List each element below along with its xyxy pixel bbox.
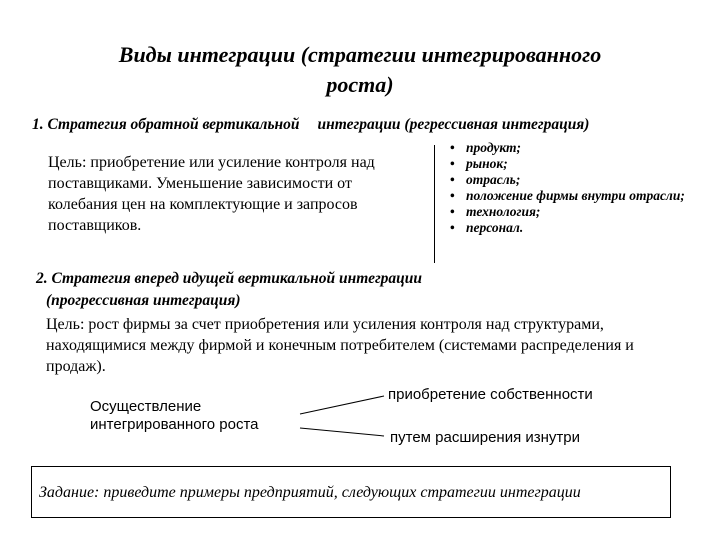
connector-line-lower: [300, 428, 384, 436]
connector-line-upper: [300, 396, 384, 414]
implementation-option-2: путем расширения изнутри: [390, 429, 581, 446]
list-item: • персонал.: [450, 220, 690, 236]
task-text: Задание: приведите примеры предприятий, следующих стратегии интеграции: [39, 484, 581, 501]
strategy2-heading: [36, 268, 696, 312]
list-item: • технология;: [450, 204, 690, 220]
implementation-option-1: приобретение собственности: [388, 386, 593, 403]
slide-title: [60, 40, 660, 100]
strategy1-bullet-list: [450, 140, 690, 236]
strategy2-heading-line2: (прогрессивная интеграция): [46, 292, 241, 309]
list-item: • положение фирмы внутри отрасли;: [450, 188, 690, 204]
strategy1-heading-part2: интеграции (регрессивная интеграция): [317, 116, 590, 133]
list-item: • продукт;: [450, 140, 690, 156]
strategy1-heading: [32, 116, 712, 134]
strategy1-heading-part1: 1. Стратегия обратной вертикальной: [32, 116, 300, 133]
slide-title-line-2: роста): [326, 72, 394, 97]
strategy1-goal: Цель: приобретение или усиление контроля над поставщиками. Уменьшение зависимости от колебания цен на комплектующие и запросов поставщиков.: [48, 154, 375, 234]
vertical-divider: [434, 145, 435, 263]
implementation-label: Осуществление интегрированного роста: [90, 398, 259, 433]
list-item: • отрасль;: [450, 172, 690, 188]
slide-title-line-1: Виды интеграции (стратегии интегрированного: [118, 42, 602, 67]
strategy2-goal: Цель: рост фирмы за счет приобретения или усиления контроля над структурами, находящимися между фирмой и конечным потребителем (системами распределения и продаж).: [46, 316, 634, 375]
strategy2-heading-line1: 2. Стратегия вперед идущей вертикальной интеграции: [36, 270, 423, 287]
list-item: • рынок;: [450, 156, 690, 172]
task-box: [31, 466, 671, 518]
